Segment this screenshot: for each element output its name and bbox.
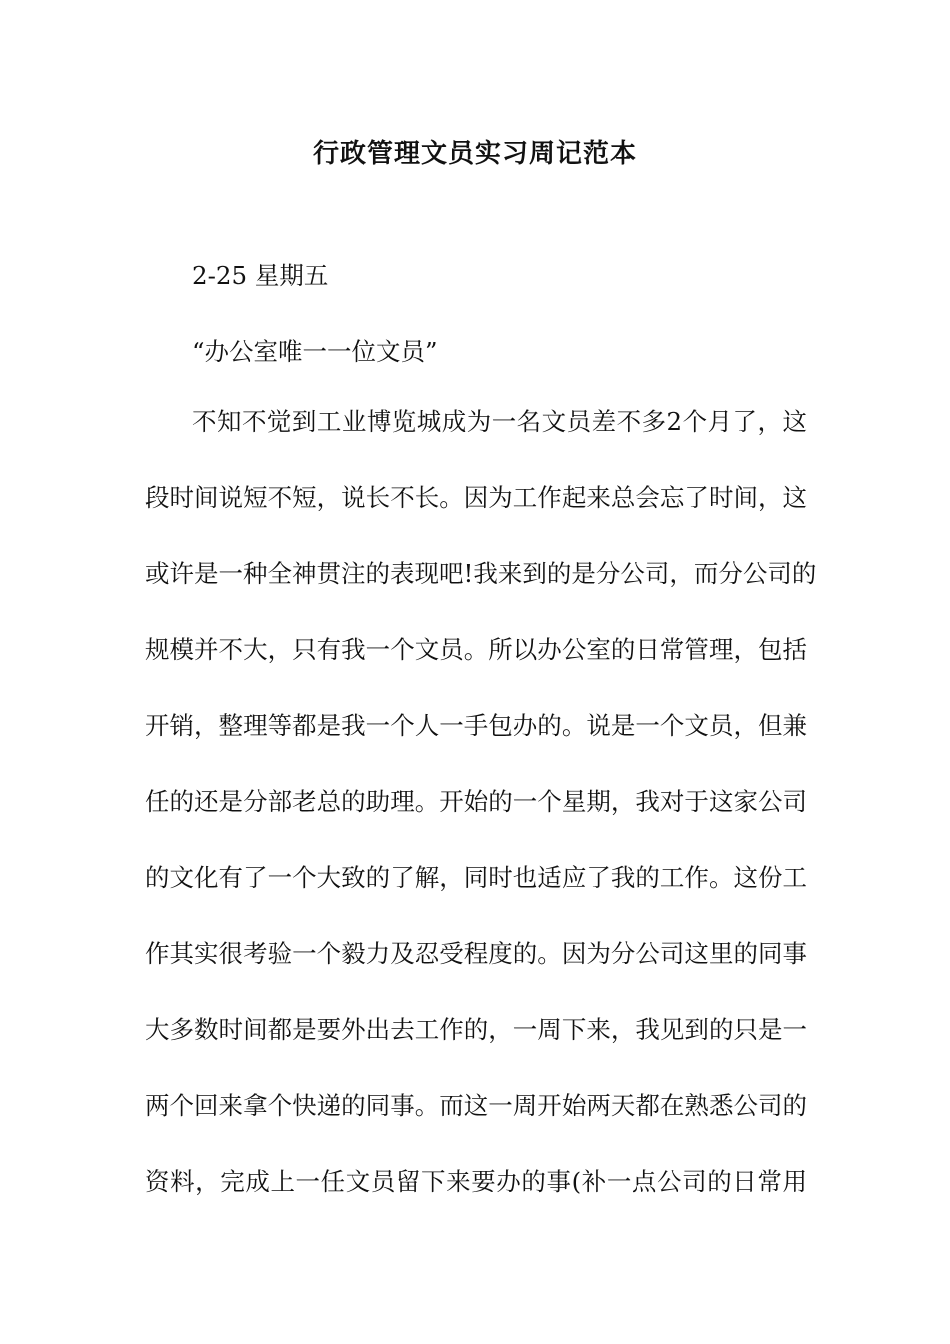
paragraph-line: 规模并不大，只有我一个文员。所以办公室的日常管理，包括 — [145, 635, 807, 664]
paragraph-line: 资料，完成上一任文员留下来要办的事(补一点公司的日常用 — [145, 1167, 807, 1196]
paragraph-line: 作其实很考验一个毅力及忍受程度的。因为分公司这里的同事 — [145, 939, 807, 968]
entry-subtitle: “办公室唯一一位文员” — [192, 337, 438, 366]
paragraph-line: 或许是一种全神贯注的表现吧!我来到的是分公司，而分公司的 — [145, 559, 817, 588]
paragraph-line: 不知不觉到工业博览城成为一名文员差不多2个月了，这 — [192, 407, 807, 436]
paragraph-line: 两个回来拿个快递的同事。而这一周开始两天都在熟悉公司的 — [145, 1091, 807, 1120]
document-title: 行政管理文员实习周记范本 — [312, 139, 637, 169]
paragraph-line: 的文化有了一个大致的了解，同时也适应了我的工作。这份工 — [145, 863, 807, 892]
paragraph-line: 任的还是分部老总的助理。开始的一个星期，我对于这家公司 — [145, 787, 807, 816]
paragraph-line: 开销，整理等都是我一个人一手包办的。说是一个文员，但兼 — [145, 711, 807, 740]
paragraph-line: 段时间说短不短，说长不长。因为工作起来总会忘了时间，这 — [145, 483, 807, 512]
paragraph-line: 大多数时间都是要外出去工作的，一周下来，我见到的只是一 — [145, 1015, 807, 1044]
date-line: 2-25 星期五 — [192, 261, 329, 290]
